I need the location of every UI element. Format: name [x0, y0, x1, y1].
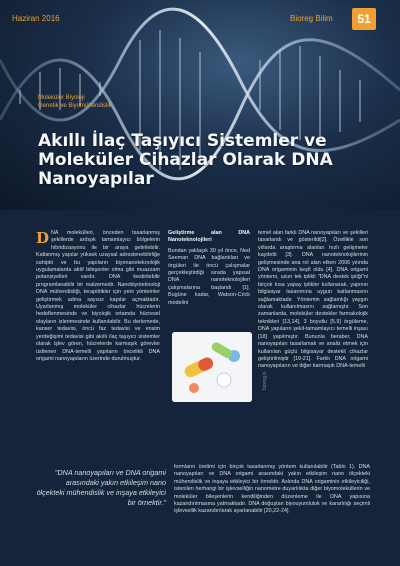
pills-icon [172, 332, 252, 402]
article-title: Akıllı İlaç Taşıyıcı Sistemler ve Moleküler Cihazlar Olarak DNA Nanoyapılar [38, 131, 333, 189]
magazine-section: Bioreg Bilim [290, 14, 333, 23]
abstract-column [36, 230, 160, 363]
abstract-text: NA molekülleri, önceden tasarlanmış şekillerde ardışık tamamlayıcı bölgelerin hibridizasyonu ile bir araya getirilebilir. Katlanmış yapılar yüksek uzaysal adreslenebilirliğe sahiptir ve bu yapıların biyonanoteknolojik uygulamalarda aktif bileşenler olma gibi muazzam potansiyelleri vardır. DNA kestirilebilir programlanabilir bir malzemedir. Nanobiyoteknoloji DNA mühendisliği, terapötikler için yeni yöntemler geliştirmek adına sayısız kapılar açmaktadır. Uyarlanmış moleküler cihazlar hücrelerin hedeflenmesinde ve biyolojik ortamda hücresel olayların izlenmesinde kullanılabilir. Bu derlemede, kanser tedavisi, öncü faz tedavisi ve ensim yerdeğişimi tedavisi gibi akıllı ilaç taşıyıcı sistemler olarak işlev gören, hücrelerde karmaşık görevler üstlenen DNA-temelli yapıların öncelikli DNA origami nanoyapıların üzerinde durulmuştur. [36, 230, 160, 362]
right-column [258, 230, 368, 374]
drop-cap: D [36, 229, 50, 247]
page-number: 51 [352, 8, 376, 30]
author-line-1: Moleküler Biyoloji [38, 95, 85, 101]
middle-column-text: Bundan yaklaşık 30 yıl önce, Ned Seeman DNA bağlantıları ve örgüleri ile öncü çalışmalar gerçekleştirdiği sırada yapısal DNA nanoteknolojileri çalışmalarına başlandı [1]. Bugüne kadar, Watson-Crick modelini [168, 247, 250, 306]
pills-photo [172, 332, 252, 402]
pull-quote: "DNA nanoyapıları ve DNA origami arasındaki yakın etkileşim nano ölçekteki mühendislik ve inşaya etkileyici bir örnektir." [36, 468, 166, 507]
issue-date: Haziran 2016 [12, 14, 60, 23]
author-line-2: Genetik ve Biyomühendislik [38, 103, 112, 109]
right-column-text: temel alan farklı DNA nanoyapıları ve şekilleri tasarlandı ve gösterildi[2]. Özellikle son yıllarda araştırma alanları hızlı gelişmeler kaydetti [3]. DNA nanoteknolojilerinin gelişmesinde ana rol alan etken 2006 yılında DNA origaminin keşfi oldu [4]. DNA origami yöntemi, uzun tek iplikli "DNA destek ipliği"ni birçok kısa yapay iplikler kullanarak, yapının bilgisayar tasarımına uygun katlanmasını sağlamaktadır. Yöntemin sağlamlığı yaygın olarak kullanılmasını sağlamıştır. Son zamanlarda, moleküler destekler farmakolojik teknikleri [13,14], 3 boyutlu [5,9] örgüleme, DNA yapıların şekil-tamamlayıcı temelli inşası [18] yapılmıştır. Bununla beraber, DNA nanoyapıları tasarlamak ve analiz etmek için kullanılan güçlü bilgisayar destekli cihazlar geliştirilmiştir [19-21]. Farklı DNA origami nanoyapıların ve diğer karmaşık DNA-temelli [258, 230, 368, 370]
middle-column [168, 230, 250, 310]
author-block [38, 94, 112, 110]
bottom-column-text: formların üretimi için birçok tasarlanmış yöntem kullanılabilir (Tablo 1). DNA nanoyapıları ve DNA origami arasındaki yakın etkileşim nano ölçekteki mühendislik ve inşaya etkileyici bir örnektir. Aslında DNA origaminin etkileyiciliği, istenilen herhangi bir işlevselliğin nanometre duyarlılıkta diğer biyomoleküllerin ve moleküler bileşenlerin kendiliğinden düzenleme ile DNA yapısına kazandırılmasına yatmaktadır. DNA doğuştan biyouyumluluk ve kararlılığı seçimli işlevsellik kazandırılarak ayarlanabilir [20,22-24]. [174, 464, 370, 515]
hero-image [0, 0, 400, 210]
section-subhead: Geliştirme alan DNA Nanoteknolojileri [168, 230, 250, 244]
bottom-column [174, 464, 370, 519]
article-body [0, 210, 400, 566]
sidebar-watermark: bioreg.b [262, 371, 268, 390]
